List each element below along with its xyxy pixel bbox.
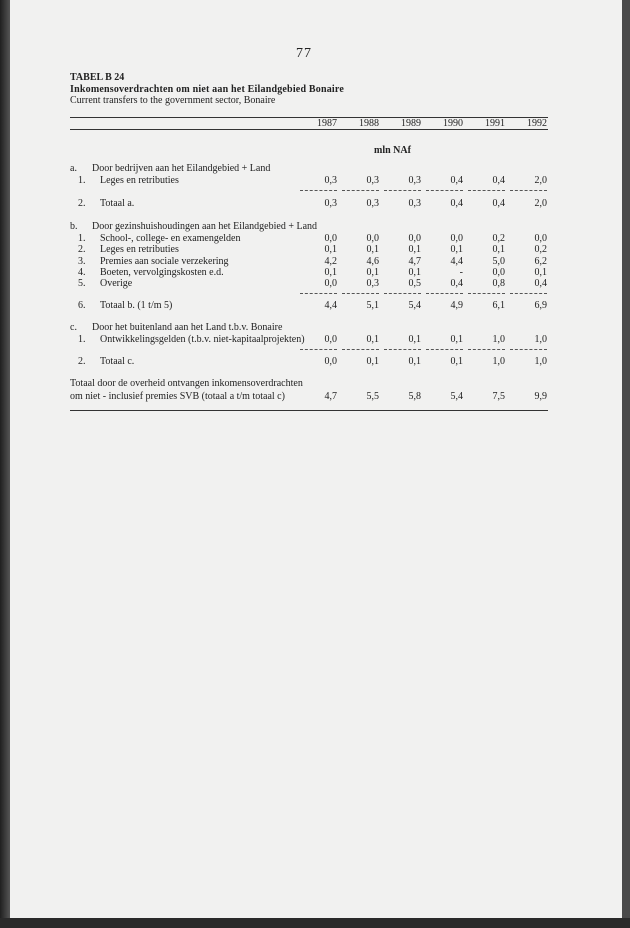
value-cell: 0,3 xyxy=(324,198,337,209)
subtotal-dash-line xyxy=(468,190,505,191)
value-cell: 0,8 xyxy=(492,278,505,289)
value-cell: 0,4 xyxy=(450,198,463,209)
section-heading: Door gezinshuishoudingen aan het Eilandgebied + Land xyxy=(92,221,318,232)
value-cell: 9,9 xyxy=(534,391,547,402)
section-heading: Door bedrijven aan het Eilandgebied + Land xyxy=(92,163,271,174)
row-label: a. xyxy=(70,163,77,174)
value-cell: 0,1 xyxy=(324,244,337,255)
value-cell: 0,0 xyxy=(534,233,547,244)
subtotal-dash-line xyxy=(384,293,421,294)
subtotal-dash-line xyxy=(510,190,547,191)
value-cell: 0,0 xyxy=(324,334,337,345)
value-cell: - xyxy=(459,267,463,278)
row-text: School-, college- en examengelden xyxy=(100,233,241,244)
value-cell: 0,1 xyxy=(408,334,421,345)
row-label: 2. xyxy=(78,244,86,255)
subtotal-dash-line xyxy=(300,349,337,350)
value-cell: 0,3 xyxy=(408,198,421,209)
section-heading: Door het buitenland aan het Land t.b.v. Bonaire xyxy=(92,322,283,333)
value-cell: 0,2 xyxy=(492,233,505,244)
value-cell: 0,5 xyxy=(408,278,421,289)
year-header-cell: 1989 xyxy=(401,118,421,129)
value-cell: 1,0 xyxy=(534,356,547,367)
value-cell: 0,1 xyxy=(534,267,547,278)
scan-edge-bottom xyxy=(0,918,630,928)
table-bottom-rule xyxy=(70,410,548,411)
value-cell: 0,4 xyxy=(492,175,505,186)
value-cell: 0,0 xyxy=(408,233,421,244)
value-cell: 4,2 xyxy=(324,256,337,267)
value-cell: 0,1 xyxy=(366,244,379,255)
subtotal-dash-line xyxy=(342,190,379,191)
scan-edge-right xyxy=(622,0,630,928)
row-label: 1. xyxy=(78,334,86,345)
subtotal-dash-line xyxy=(510,349,547,350)
row-label: 5. xyxy=(78,278,86,289)
row-text: Overige xyxy=(100,278,133,289)
value-cell: 4,4 xyxy=(324,300,337,311)
row-text: Leges en retributies xyxy=(100,244,179,255)
row-label: 4. xyxy=(78,267,86,278)
value-cell: 0,1 xyxy=(450,334,463,345)
subtotal-dash-line xyxy=(426,190,463,191)
subtotal-dash-line xyxy=(300,190,337,191)
value-cell: 0,1 xyxy=(450,244,463,255)
subtotal-dash-line xyxy=(342,349,379,350)
row-label: 1. xyxy=(78,233,86,244)
value-cell: 7,5 xyxy=(492,391,505,402)
value-cell: 5,0 xyxy=(492,256,505,267)
value-cell: 4,7 xyxy=(408,256,421,267)
value-cell: 0,4 xyxy=(450,175,463,186)
row-text: Totaal c. xyxy=(100,356,135,367)
year-header-cell: 1992 xyxy=(527,118,547,129)
value-cell: 0,0 xyxy=(450,233,463,244)
value-cell: 1,0 xyxy=(534,334,547,345)
row-label: 6. xyxy=(78,300,86,311)
row-text: Totaal b. (1 t/m 5) xyxy=(100,300,173,311)
subtotal-dash-line xyxy=(384,190,421,191)
value-cell: 6,1 xyxy=(492,300,505,311)
row-label: 1. xyxy=(78,175,86,186)
scan-edge-left xyxy=(0,0,10,928)
value-cell: 0,3 xyxy=(366,278,379,289)
row-text: Leges en retributies xyxy=(100,175,179,186)
value-cell: 0,4 xyxy=(450,278,463,289)
value-cell: 2,0 xyxy=(534,175,547,186)
value-cell: 0,1 xyxy=(366,267,379,278)
row-text: Premies aan sociale verzekering xyxy=(100,256,229,267)
table-id: TABEL B 24 xyxy=(70,72,125,83)
value-cell: 0,0 xyxy=(324,278,337,289)
value-cell: 5,1 xyxy=(366,300,379,311)
value-cell: 6,2 xyxy=(534,256,547,267)
value-cell: 0,1 xyxy=(366,334,379,345)
value-cell: 0,0 xyxy=(492,267,505,278)
value-cell: 4,7 xyxy=(324,391,337,402)
row-text: om niet - inclusief premies SVB (totaal a t/m totaal c) xyxy=(70,391,285,402)
value-cell: 0,0 xyxy=(324,233,337,244)
value-cell: 0,4 xyxy=(492,198,505,209)
value-cell: 0,1 xyxy=(408,244,421,255)
value-cell: 4,4 xyxy=(450,256,463,267)
subtotal-dash-line xyxy=(384,349,421,350)
year-header-cell: 1990 xyxy=(443,118,463,129)
year-header-cell: 1987 xyxy=(317,118,337,129)
subtotal-dash-line xyxy=(510,293,547,294)
row-label: 2. xyxy=(78,198,86,209)
row-text: Boeten, vervolgingskosten e.d. xyxy=(100,267,224,278)
value-cell: 5,4 xyxy=(450,391,463,402)
value-cell: 0,1 xyxy=(492,244,505,255)
value-cell: 5,4 xyxy=(408,300,421,311)
value-cell: 0,1 xyxy=(408,356,421,367)
row-text: Ontwikkelingsgelden (t.b.v. niet-kapitaalprojekten) xyxy=(100,334,305,345)
value-cell: 0,3 xyxy=(324,175,337,186)
value-cell: 0,3 xyxy=(366,175,379,186)
table-title: Inkomensoverdrachten om niet aan het Eilandgebied Bonaire xyxy=(70,84,345,95)
value-cell: 5,8 xyxy=(408,391,421,402)
row-label: b. xyxy=(70,221,78,232)
row-label: 2. xyxy=(78,356,86,367)
row-text: Totaal door de overheid ontvangen inkomensoverdrachten xyxy=(70,378,303,389)
subtotal-dash-line xyxy=(426,349,463,350)
value-cell: 1,0 xyxy=(492,356,505,367)
unit-label: mln NAf xyxy=(374,145,411,156)
row-label: c. xyxy=(70,322,77,333)
subtotal-dash-line xyxy=(342,293,379,294)
value-cell: 5,5 xyxy=(366,391,379,402)
value-cell: 0,3 xyxy=(408,175,421,186)
page xyxy=(10,0,622,918)
row-label: 3. xyxy=(78,256,86,267)
table-subtitle: Current transfers to the government sector, Bonaire xyxy=(70,95,276,106)
value-cell: 0,1 xyxy=(408,267,421,278)
value-cell: 0,1 xyxy=(324,267,337,278)
subtotal-dash-line xyxy=(468,293,505,294)
value-cell: 4,9 xyxy=(450,300,463,311)
value-cell: 2,0 xyxy=(534,198,547,209)
subtotal-dash-line xyxy=(300,293,337,294)
value-cell: 6,9 xyxy=(534,300,547,311)
value-cell: 4,6 xyxy=(366,256,379,267)
row-text: Totaal a. xyxy=(100,198,135,209)
subtotal-dash-line xyxy=(426,293,463,294)
value-cell: 0,2 xyxy=(534,244,547,255)
subtotal-dash-line xyxy=(468,349,505,350)
value-cell: 1,0 xyxy=(492,334,505,345)
value-cell: 0,0 xyxy=(366,233,379,244)
value-cell: 0,4 xyxy=(534,278,547,289)
value-cell: 0,1 xyxy=(366,356,379,367)
year-header-cell: 1988 xyxy=(359,118,379,129)
year-header-cell: 1991 xyxy=(485,118,505,129)
value-cell: 0,1 xyxy=(450,356,463,367)
page-number: 77 xyxy=(296,46,312,61)
value-cell: 0,3 xyxy=(366,198,379,209)
value-cell: 0,0 xyxy=(324,356,337,367)
